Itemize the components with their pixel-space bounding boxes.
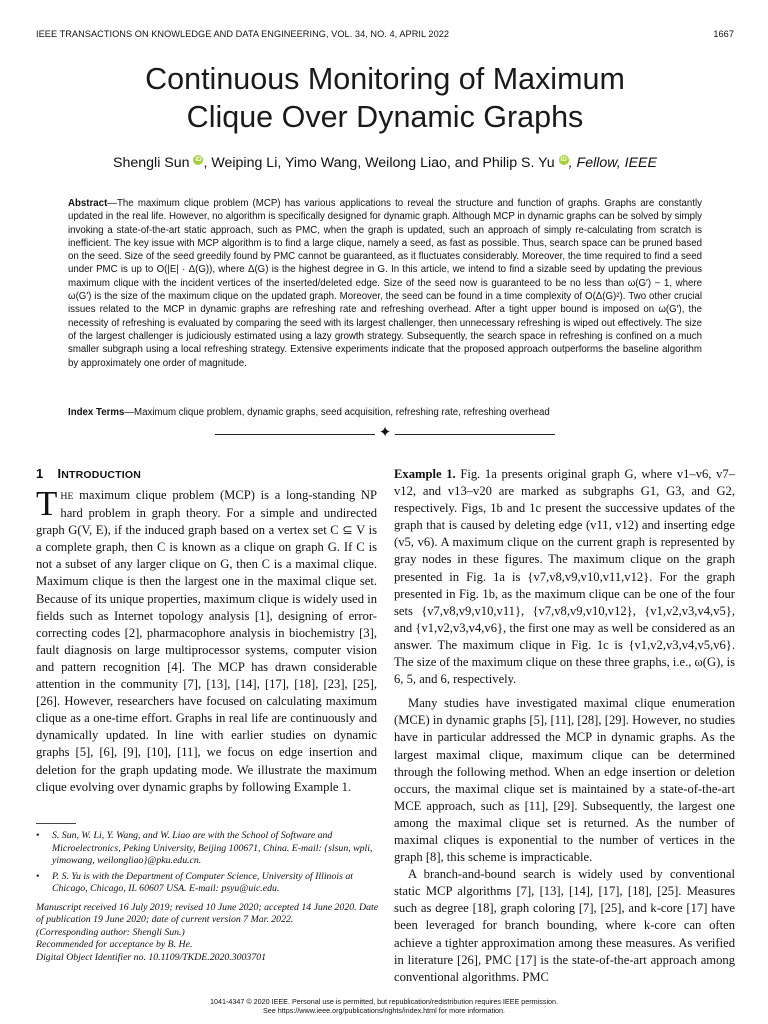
section-title-rest: NTRODUCTION xyxy=(61,469,142,481)
paper-title xyxy=(40,60,730,136)
drop-cap: T xyxy=(36,484,58,523)
doi[interactable]: Digital Object Identifier no. 10.1109/TKDE.2020.3003701 xyxy=(36,951,267,963)
example-label: Example 1. xyxy=(394,467,456,481)
copyright-notice xyxy=(0,997,768,1015)
title-line-2: Clique Over Dynamic Graphs xyxy=(186,100,584,134)
author-fellow-title: , Fellow, IEEE xyxy=(568,155,657,171)
divider-rule-left xyxy=(215,434,375,435)
author-list xyxy=(40,155,730,171)
section-number: 1 xyxy=(36,466,44,481)
copyright-line-2: See https://www.ieee.org/publications/rights/index.html for more information. xyxy=(262,1006,506,1015)
right-column xyxy=(394,466,735,986)
running-head xyxy=(36,29,734,39)
abstract-text: —The maximum clique problem (MCP) has various applications to reveal the structure and function of graphs. Graphs are constantly updated in the real life. However, no algorithm is specifically designed for dynamic graph. Although MCP in dynamic graphs can be solved by simply invoking a state-of-the-art static approach, such as PMC, when the graph is updated, such an approach of simply re-calculating from scratch is inefficient. The key issue with MCP algorithm is to find a large clique, namely a seed, as fast as possible. Thus, search space can be pruned based on the seed. Size of the seed greedily found by PMC cannot be guaranteed, as it fluctuates considerably. Moreover, the time required to find a seed under PMC is up to O(|E| · Δ(G)), where Δ(G) is the highest degree in G. In this article, we intend to find a sizable seed by updating the previous maximum clique with the incident vertices of the inserted/deleted edge. Size of the seed now is guaranteed to be no less than ω(G′) − 1, where ω(G′) is the size of the maximum clique on the updated graph. Moreover, the seed can be found in a time complexity of O(Δ(G)²). Two other crucial issues related to the MCP in dynamic graphs are refreshing rate and refreshing overhead. After a tight upper bound is imposed on ω(G′), the necessity of refreshing is evaluated by comparing the seed with its largest challenger, then unnecessary refreshing is wiped out effectively. The size of the largest challenger is judiciously estimated using a lazy growth strategy. Subsequently, the search space in refreshing is confined on a much smaller subgraph using a local refreshing strategy. Extensive experiments indicate that the proposed approach outperforms the baseline algorithm by approximately one order of magnitude. xyxy=(68,198,702,369)
affiliation-item: • P. S. Yu is with the Department of Computer Science, University of Illinois at Chicago, Chicago, IL 60607 USA. E-mail: psyu@uic.edu. xyxy=(36,870,353,894)
section-title-initial: I xyxy=(57,466,62,481)
orcid-icon[interactable]: iD xyxy=(560,156,567,163)
section-heading xyxy=(36,466,141,481)
footnotes xyxy=(36,830,381,964)
index-terms-text: —Maximum clique problem, dynamic graphs, seed acquisition, refreshing rate, refreshing overhead xyxy=(124,407,550,418)
page-number: 1667 xyxy=(713,29,734,39)
index-terms xyxy=(68,406,702,419)
copyright-line-1: 1041-4347 © 2020 IEEE. Personal use is permitted, but republication/redistribution requires IEEE permission. xyxy=(209,997,559,1006)
bullet-icon: • xyxy=(36,870,40,882)
title-line-1: Continuous Monitoring of Maximum xyxy=(145,62,625,96)
intro-lead-smallcaps: HE xyxy=(60,491,74,502)
example-text: Fig. 1a presents original graph G, where v1–v6, v7–v12, and v13–v20 are marked as subgraphs G1, G3, and G2, respectively. Figs, 1b and 1c present the successive updates of the graph that is caused by deleting edge (v11, v12) and inserting edge (v5, v6). A maximum clique on the current graph is represented by gray nodes in these figures. The maximum clique on the graph presented in Fig. 1a is {v7,v8,v9,v10,v11,v12}. For the graph presented in Fig. 1b, as the maximum clique can be one of the four sets {v7,v8,v9,v10,v11}, {v7,v8,v9,v10,v12}, {v1,v2,v3,v4,v5}, and {v1,v2,v3,v4,v6}, the first one may as well be considered as an answer. The maximum clique in Fig. 1c is {v1,v2,v3,v4,v5,v6}. The size of the maximum clique on these three graphs, i.e., ω(G), is 6, 5, and 6, respectively. xyxy=(394,467,735,687)
affiliation-list xyxy=(36,830,381,896)
author-first: Shengli Sun xyxy=(113,155,190,171)
abstract-label: Abstract xyxy=(68,198,108,209)
divider-ornament-icon: ✦ xyxy=(378,425,392,441)
section-divider xyxy=(215,427,555,441)
abstract xyxy=(68,197,702,370)
body-paragraph: A branch-and-bound search is widely used by conventional static MCP algorithms [7], [13], [14], [17], [18], [25]. Measures such as degree [18], graph coloring [7], [25], and k-core [17] have been leveraged for branch bounding, where k-core can often achieve a tighter approximation among these measures. As verified in literature [26], PMC [17] is the state-of-the-art approach among conventional algorithms. PMC xyxy=(394,867,735,984)
manuscript-dates: Manuscript received 16 July 2019; revised 10 June 2020; accepted 14 June 2020. Date of publication 19 June 2020; date of current version 7 Mar. 2022. xyxy=(36,901,379,925)
intro-paragraph xyxy=(36,484,378,796)
affiliation-item: • S. Sun, W. Li, Y. Wang, and W. Liao are with the School of Software and Microelectronics, Peking University, Beijing 100671, China. E-mail: {slsun, wpli, yimowang, weilongliao}@pku.edu.cn. xyxy=(36,830,373,866)
footnote-rule xyxy=(36,823,76,824)
orcid-icon[interactable]: iD xyxy=(195,156,202,163)
recommended-by: Recommended for acceptance by B. He. xyxy=(36,939,193,950)
body-paragraph: Many studies have investigated maximal clique enumeration (MCE) in dynamic graphs [5], [11], [28], [29]. However, no studies have in particular addressed the MCP in dynamic graphs. As the largest maximal clique, maximum clique can be determined through the following method. When an edge insertion or deletion occurs, the maximal clique set is maintained by a state-of-the-art MCE approach, such as [11], [29]. Subsequently, the largest one among the maximal clique set is returned. As the number of maximal cliques is exponential to the number of vertices in the graph [8], this scheme is impracticable. xyxy=(394,696,735,865)
author-others: , Weiping Li, Yimo Wang, Weilong Liao, and Philip S. Yu xyxy=(203,155,555,171)
left-column xyxy=(36,484,378,796)
index-terms-label: Index Terms xyxy=(68,407,125,418)
example-paragraph xyxy=(394,466,735,688)
bullet-icon: • xyxy=(36,830,40,841)
journal-citation: IEEE TRANSACTIONS ON KNOWLEDGE AND DATA ENGINEERING, VOL. 34, NO. 4, APRIL 2022 xyxy=(36,29,450,39)
manuscript-info xyxy=(36,902,381,965)
intro-paragraph-text: maximum clique problem (MCP) is a long-standing NP hard problem in graph theory. For a simple and undirected graph G(V, E), if the induced graph based on a vertex set C ⊆ V is a complete graph, then C is known as a clique on graph G. If C is not a subset of any larger clique on G, then C is a maximal clique. Maximum clique is then the largest one in the maximal clique set. Because of its unique properties, maximum clique is widely used in fields such as Internet topology analysis [1], designing of error-correcting codes [2], pharmacophore analysis in biochemistry [3], fault diagnosis on large multiprocessor systems, computer vision and pattern recognition [4]. The MCP has drawn considerable attention in the community [7], [13], [14], [17], [18], [23], [25], [26]. However, researchers have focused on calculating maximum clique as a one-time effort. Graphs in real life are continuously and dynamically updated. In line with earlier studies on dynamic graphs [5], [6], [9], [10], [11], we focus on edge insertion and deletion for the graph updating mode. We illustrate the maximum clique evolving over dynamic graphs by following Example 1. xyxy=(36,488,378,794)
corresponding-author: (Corresponding author: Shengli Sun.) xyxy=(36,926,185,938)
divider-rule-right xyxy=(395,434,555,435)
